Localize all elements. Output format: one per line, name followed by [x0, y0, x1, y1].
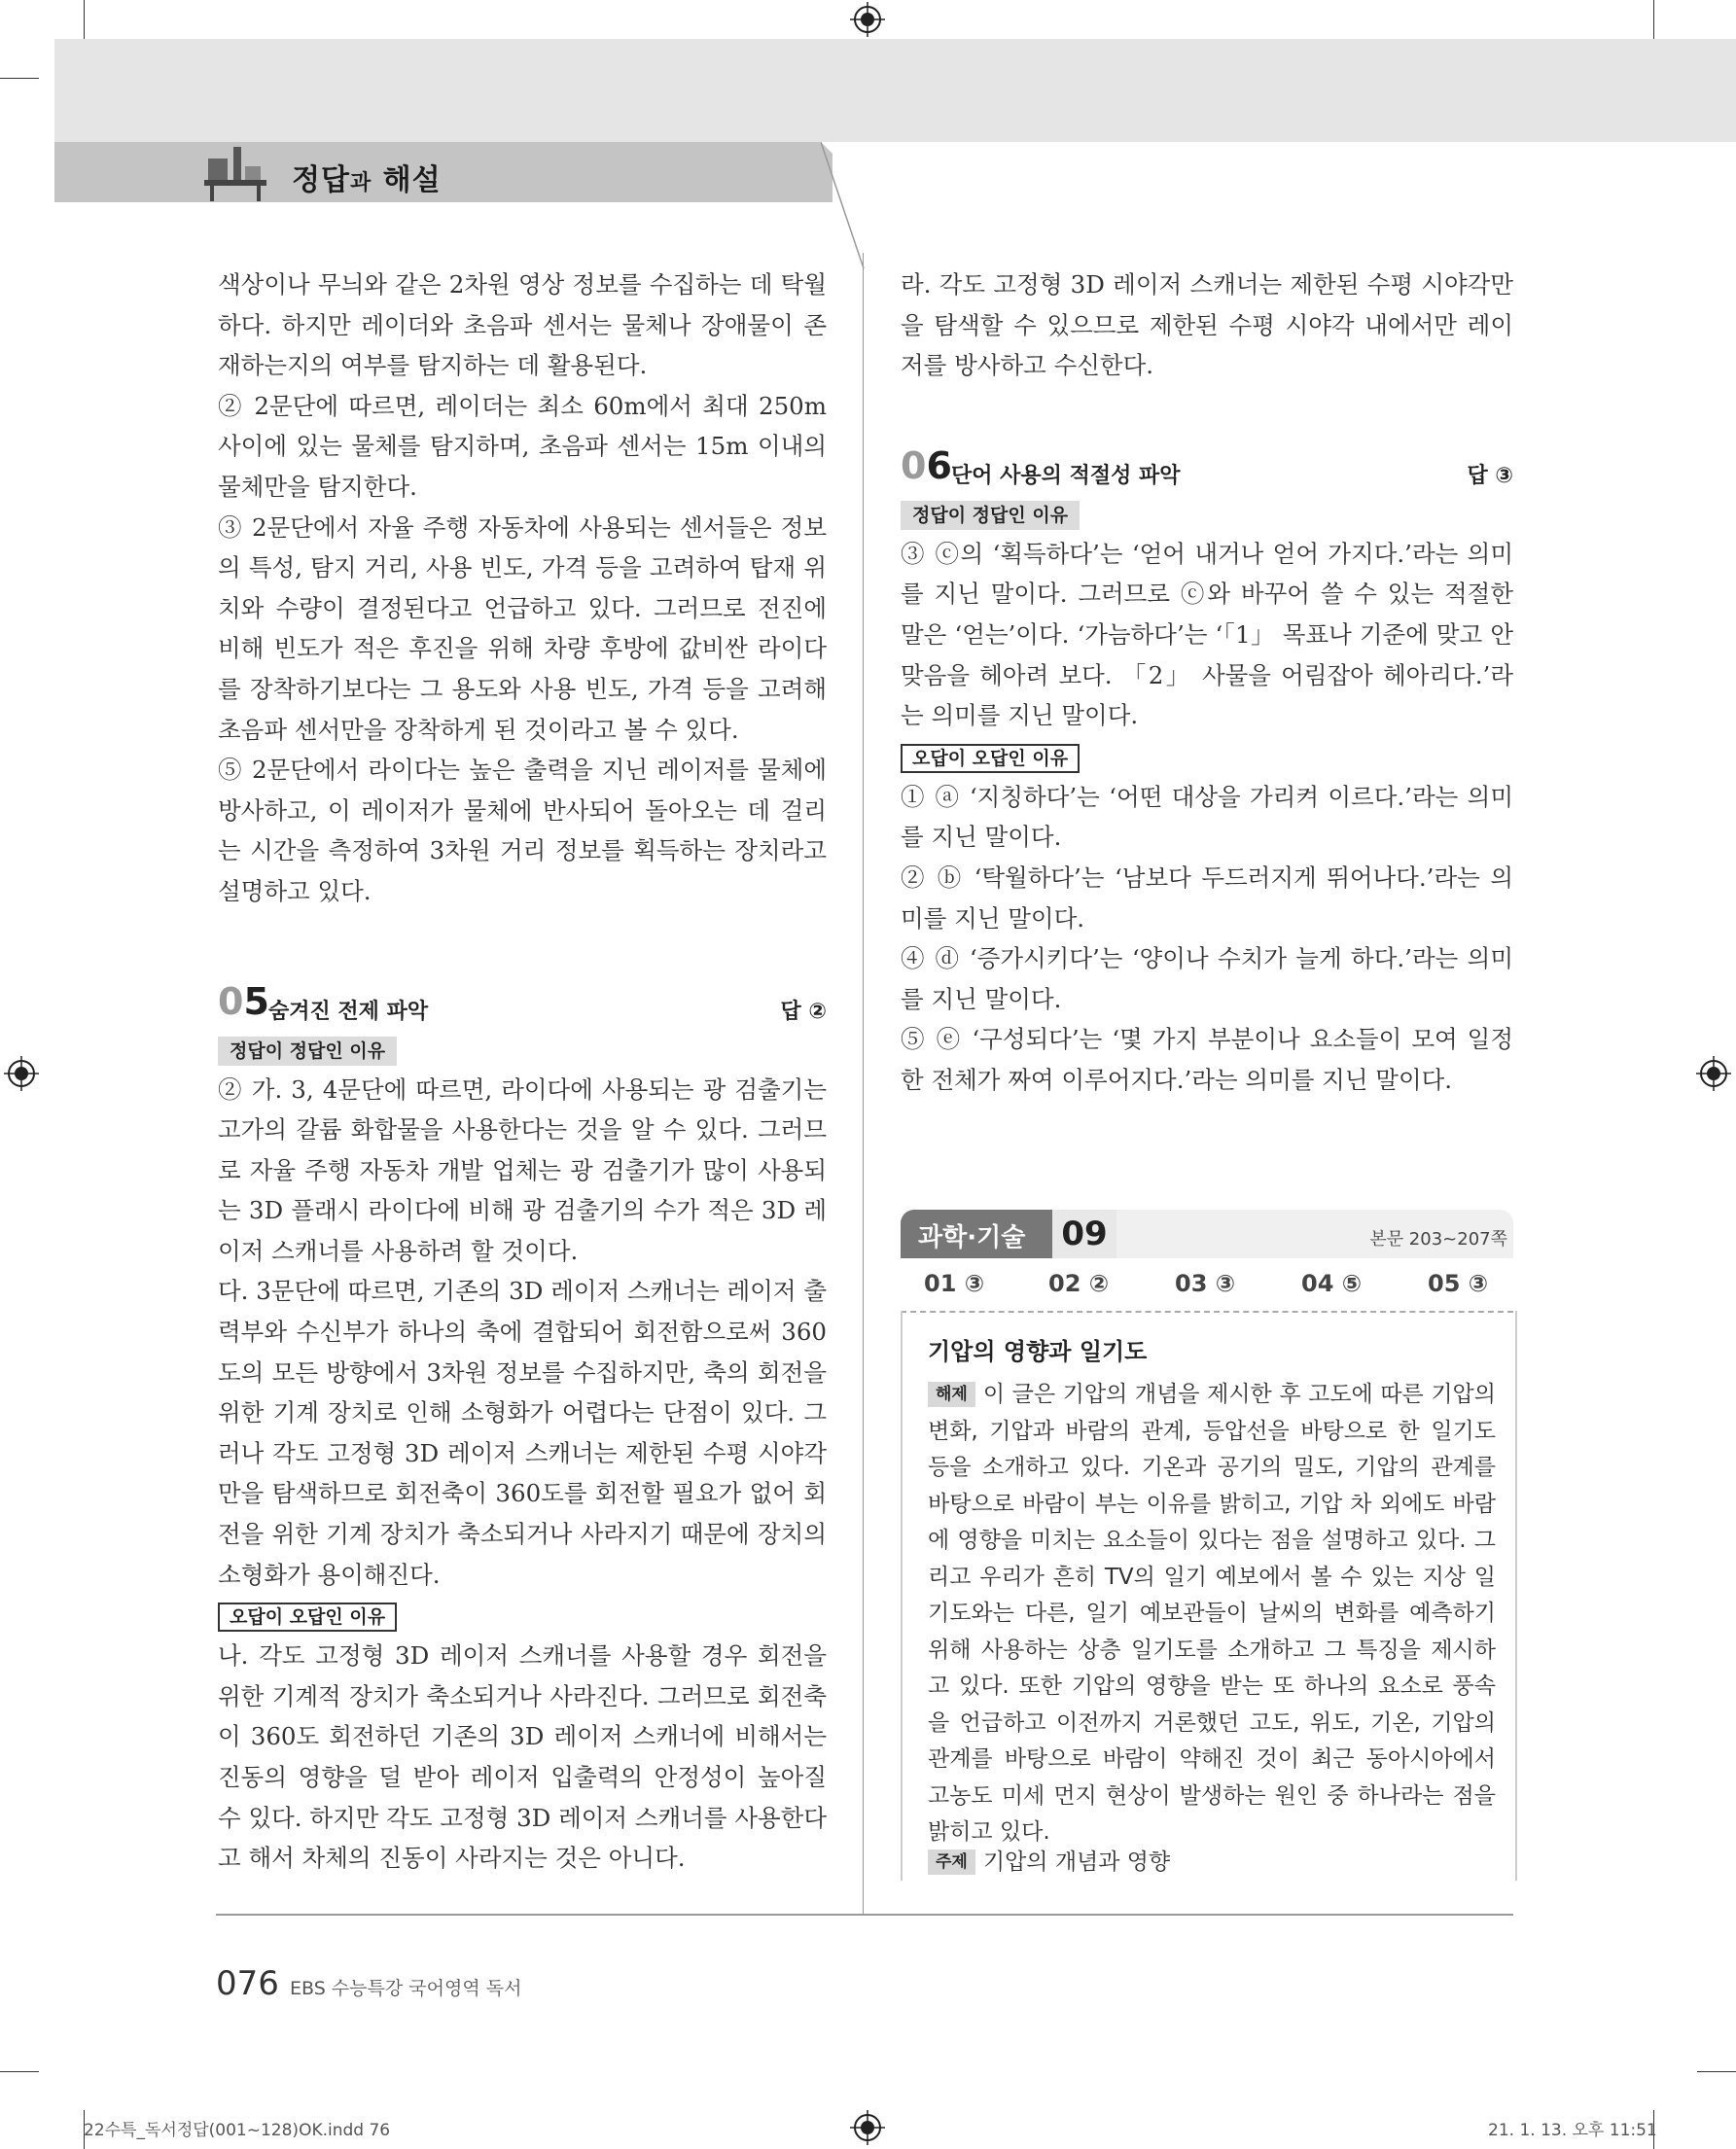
- registration-mark-icon: [850, 2110, 885, 2145]
- paragraph: ③ ⓒ의 ‘획득하다’는 ‘얻어 내거나 얻어 가지다.’라는 의미를 지닌 말이다. 그러므로 ⓒ와 바꾸어 쓸 수 있는 적절한 말은 ‘얻는’이다. ‘가늠하다’는 ‘「1」 목표나 기준에 맞고 안 맞음을 헤아려 보다. 「2」 사물을 어림잡아 헤아리다.’라는 의미를 지닌 말이다.: [901, 539, 1513, 730]
- box-body: [901, 1311, 1517, 1881]
- question-6-header: [901, 444, 1513, 493]
- question-number: 06: [901, 443, 952, 487]
- answer-key-item: 04 ⑤: [1301, 1270, 1363, 1297]
- crop-mark: [84, 0, 85, 39]
- paragraph: 라. 각도 고정형 3D 레이저 스캐너는 제한된 수평 시야각만을 탐색할 수 있으므로 제한된 수평 시야각 내에서만 레이저를 방사하고 수신한다.: [901, 270, 1513, 380]
- paragraph: 나. 각도 고정형 3D 레이저 스캐너를 사용할 경우 회전을 위한 기계적 장치가 축소되거나 사라진다. 그러므로 회전축이 360도 회전하던 기존의 3D 레이저 스캐너에 비해서는 진동의 영향을 덜 받아 레이저 입출력의 안정성이 높아질 수 있다. 하지만 각도 고정형 3D 레이저 스캐너를 사용한다고 해서 차체의 진동이 사라지는 것은 아니다.: [218, 1641, 827, 1873]
- header-title-bar: [54, 142, 833, 202]
- answer-key-row: [901, 1258, 1513, 1313]
- paragraph: 다. 3문단에 따르면, 기존의 3D 레이저 스캐너는 레이저 출력부와 수신부가 하나의 축에 결합되어 회전함으로써 360도의 모든 방향에서 3차원 정보를 수집하지만, 축의 회전을 위한 기계 장치로 인해 소형화가 어렵다는 단점이 있다. 그러나 각도 고정형 3D 레이저 스캐너는 제한된 수평 시야각만을 탐색하므로 회전축이 360도를 회전할 필요가 없어 회전을 위한 기계 장치가 축소되거나 사라지기 때문에 장치의 소형화가 용이해진다.: [218, 1277, 827, 1589]
- crop-mark: [0, 2071, 39, 2072]
- box-category: 과학·기술: [918, 1223, 1026, 1252]
- correct-reason-tag: 정답이 정답인 이유: [901, 501, 1080, 530]
- wrong-reason-tag: 오답이 오답인 이유: [901, 744, 1080, 773]
- question-answer: 답 ②: [780, 999, 827, 1024]
- left-column: [218, 264, 827, 1879]
- header-diagonal-line: [821, 142, 879, 268]
- print-slug-date: 21. 1. 13. 오후 11:51: [1488, 2121, 1657, 2140]
- crop-mark: [1697, 2071, 1736, 2072]
- paragraph: ⑤ 2문단에서 라이다는 높은 출력을 지닌 레이저를 물체에 방사하고, 이 레이저가 물체에 반사되어 돌아오는 데 걸리는 시간을 측정하여 3차원 거리 정보를 획득하는 장치라고 설명하고 있다.: [218, 756, 827, 905]
- print-slug-file: 22수특_독서정답(001~128)OK.indd 76: [84, 2121, 391, 2140]
- paragraph: ② ⓑ ‘탁월하다’는 ‘남보다 두드러지게 뛰어나다.’라는 의미를 지닌 말이다.: [901, 863, 1513, 933]
- bottom-rule: [216, 1914, 1513, 1916]
- answer-key-item: 05 ③: [1428, 1270, 1489, 1297]
- paragraph: ⑤ ⓔ ‘구성되다’는 ‘몇 가지 부분이나 요소들이 모여 일정한 전체가 짜여 이루어지다.’라는 의미를 지닌 말이다.: [901, 1025, 1513, 1094]
- registration-mark-icon: [1696, 1056, 1731, 1091]
- crop-mark: [0, 78, 39, 79]
- question-title: 단어 사용의 적절성 파악: [951, 463, 1181, 488]
- passage-explanation: 해제 이 글은 기압의 개념을 제시한 후 고도에 따른 기압의 변화, 기압과 바람의 관계, 등압선을 바탕으로 한 일기도 등을 소개하고 있다. 기온과 공기의 밀도, 기압의 관계를 바탕으로 바람이 부는 이유를 밝히고, 기압 차 외에도 바람에 영향을 미치는 요소들이 있다는 점을 설명하고 있다. 그리고 우리가 흔히 TV의 일기 예보에서 볼 수 있는 지상 일기도와는 다른, 일기 예보관들이 날씨의 변화를 예측하기 위해 사용하는 상층 일기도를 소개하고 그 특징을 제시하고 있다. 또한 기압의 영향을 받는 또 하나의 요소로 풍속을 언급하고 이전까지 거론했던 고도, 위도, 기온, 기압의 관계를 바탕으로 바람이 약해진 것이 최근 동아시아에서 고농도 미세 먼지 현상이 발생하는 원인 중 하나라는 점을 밝히고 있다.: [928, 1382, 1496, 1845]
- book-title: EBS 수능특강 국어영역 독서: [290, 1978, 522, 1999]
- page-number: 076: [216, 1964, 279, 2003]
- paragraph: 색상이나 무늬와 같은 2차원 영상 정보를 수집하는 데 탁월하다. 하지만 레이더와 초음파 센서는 물체나 장애물이 존재하는지의 여부를 탐지하는 데 활용된다.: [218, 270, 827, 380]
- question-title: 숨겨진 전제 파악: [268, 999, 429, 1024]
- answer-key-item: 01 ③: [924, 1270, 985, 1297]
- paragraph: ② 2문단에 따르면, 레이더는 최소 60m에서 최대 250m 사이에 있는 물체를 탐지하며, 초음파 센서는 15m 이내의 물체만을 탐지한다.: [218, 391, 827, 501]
- wrong-reason-tag: 오답이 오답인 이유: [218, 1603, 397, 1632]
- answer-key-item: 03 ③: [1175, 1270, 1236, 1297]
- box-tab-label: [901, 1210, 1052, 1258]
- question-number: 05: [218, 979, 269, 1023]
- question-5-header: [218, 980, 827, 1029]
- paragraph: ① ⓐ ‘지칭하다’는 ‘어떤 대상을 가리켜 이르다.’라는 의미를 지닌 말이다.: [901, 782, 1513, 852]
- registration-mark-icon: [850, 2, 885, 37]
- paragraph: ③ 2문단에서 자율 주행 자동차에 사용되는 센서들은 정보의 특성, 탐지 거리, 사용 빈도, 가격 등을 고려하여 탑재 위치와 수량이 결정된다고 언급하고 있다. 그러므로 전진에 비해 빈도가 적은 후진을 위해 차량 후방에 값비싼 라이다를 장착하기보다는 그 용도와 사용 빈도, 가격 등을 고려해 초음파 센서만을 장착하게 된 것이라고 볼 수 있다.: [218, 512, 827, 744]
- question-answer: 답 ③: [1467, 463, 1513, 488]
- column-divider: [863, 253, 864, 1916]
- answer-key-item: 02 ②: [1048, 1270, 1110, 1297]
- desk-lamp-icon: [200, 141, 270, 201]
- right-column: [901, 264, 1513, 1101]
- paragraph: ④ ⓓ ‘증가시키다’는 ‘양이나 수치가 늘게 하다.’라는 의미를 지닌 말이다.: [901, 944, 1513, 1013]
- registration-mark-icon: [4, 1056, 39, 1091]
- passage-theme: 주제 기압의 개념과 영향: [928, 1844, 1170, 1876]
- box-page-range: 본문 203~207쪽: [1369, 1229, 1507, 1250]
- box-set-number: 09: [1052, 1210, 1116, 1258]
- paragraph: ② 가. 3, 4문단에 따르면, 라이다에 사용되는 광 검출기는 고가의 갈륨 화합물을 사용한다는 것을 알 수 있다. 그러므로 자율 주행 자동차 개발 업체는 광 검출기가 많이 사용되는 3D 플래시 라이다에 비해 광 검출기의 수가 적은 3D 레이저 스캐너를 사용하려 할 것이다.: [218, 1074, 827, 1265]
- answer-summary-box: [901, 1210, 1513, 1881]
- theme-label: 주제: [928, 1850, 975, 1875]
- crop-mark: [1653, 0, 1654, 39]
- page-header-title: 정답과 해설: [292, 163, 442, 197]
- passage-title: 기압의 영향과 일기도: [928, 1338, 1148, 1365]
- explanation-label: 해제: [928, 1382, 975, 1407]
- correct-reason-tag: 정답이 정답인 이유: [218, 1037, 397, 1066]
- header-band: [54, 39, 1736, 142]
